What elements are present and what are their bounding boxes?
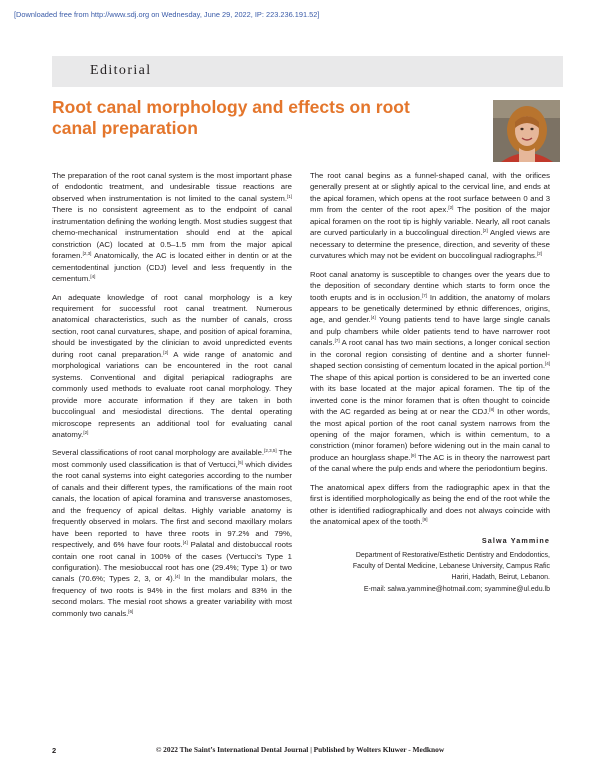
author-name: Salwa Yammine bbox=[481, 535, 550, 545]
body-paragraph: Several classifications of root canal morphology are available.[2,3,5] The most commonly used classification is that of Vertucci,[5] which divides the root canal systems into eight categories according to the number of canals and their different types, the ramifications of the main root canals, the location of apical foramina and transverse anastomoses, and the frequency of apical deltas. Highly variable anatomy is frequently observed in molars. The first and second maxillary molars have been reported to have three roots in 97.2% and 79%, respectively, and 6% have four roots.[4] Palatal and distobuccal roots contain one root canal in 100% of the cases (Vertucci’s Type 1 configuration). The mesiobuccal root has one (29.4%; Type 1) or two canals (70.6%; Types 2, 3, or 4).[4] In the mandibular molars, the frequency of two roots is 94% in the first molars and 83% in the second molars. The mesial root shows a greater variability with most commonly two canals.[6] bbox=[52, 448, 292, 618]
body-paragraph: The anatomical apex differs from the radiographic apex in that the first is identified morphologically as being the end of the root while the other is identified radiographically and does not always coincide with the anatomical apex of the tooth.[9] bbox=[310, 482, 550, 527]
author-email[interactable]: E-mail: salwa.yammine@hotmail.com; syammine@ul.edu.lb bbox=[363, 585, 550, 593]
body-paragraph: Root canal anatomy is susceptible to changes over the years due to the deposition of secondary dentine which starts to form once the tooth erupts and is in occlusion.[7] In addition, the anatomy of molars appears to be genetically determined by ethnic differences, origins, age, and gender.[4] Young patients tend to have large single canals and pulp chambers while older patients tend to have narrower root canals.[7] A root canal has two main sections, a longer conical section in the coronal region consisting of dentine and a shorter funnel-shaped section consisting of cementum located in the apical portion.[4] The shape of this apical portion is considered to be an inverted cone with its base located at the major apical foramen. The tip of the inverted cone is the minor foramen that is often thought to coincide with the AC regarded as being at or near the CDJ.[8] In other words, the most apical portion of the root canal system narrows from the opening of the major foramen, which is within cementum, to a constriction (minor foramen) before widening out in the main canal to produce an hourglass shape.[9] The AC is in theory the narrowest part of the canal where the pulp ends and where the periodontium begins. bbox=[310, 269, 550, 474]
section-label: Editorial bbox=[90, 63, 152, 78]
section-bar bbox=[52, 56, 563, 87]
author-block bbox=[310, 535, 550, 595]
author-portrait-image bbox=[493, 100, 560, 162]
author-affiliation-line: Hariri, Hadath, Beirut, Lebanon. bbox=[451, 574, 550, 582]
left-column bbox=[52, 170, 292, 626]
author-photo bbox=[493, 100, 560, 162]
body-paragraph: The root canal begins as a funnel-shaped canal, with the orifices generally present at or slightly apical to the cervical line, and ends at the apical foramen, which opens at the root surface between 0 and 3 mm from the center of the root apex.[2] The position of the major apical foramen on the root tip is highly variable. Nearly, all root canals are curved particularly in a buccolingual direction.[2] Angled views are necessary to determine the presence, direction, and severity of these curvatures which may not be evident on buccolingual radiographs.[2] bbox=[310, 171, 550, 261]
article-title: Root canal morphology and effects on root canal preparation bbox=[52, 97, 410, 138]
author-affiliation-line: Department of Restorative/Esthetic Dentistry and Endodontics, bbox=[355, 551, 550, 559]
page-number: 2 bbox=[52, 746, 57, 755]
download-banner: [Downloaded free from http://www.sdj.org on Wednesday, June 29, 2022, IP: 223.236.191.52] bbox=[14, 10, 320, 19]
body-paragraph: The preparation of the root canal system is the most important phase of endodontic treatment, and undesirable tissue reactions are observed when instrumentation is not limited to the canal system.[1] There is no consistent agreement as to the endpoint of canal instrumentation defining the working length. Most studies suggest that chemo-mechanical instrumentation should end at the apical constriction (AC) located at 0.5–1.5 mm from the major apical foramen.[2,3] Anatomically, the AC is located either in dentin or at the cementodentinal junction (CDJ) level and less frequently in the cementum.[4] bbox=[52, 171, 292, 284]
body-paragraph: An adequate knowledge of root canal morphology is a key requirement for successful root canal treatment. Numerous anatomical characteristics, such as the number of canals, cross section, root canal curvatures, shape, and position of apical foramina, should be investigated by the clinician to avoid unpredicted events during root canal preparation.[2] A wide range of anatomic and morphological variations can be encountered in the root canal systems. Conventional and digital periapical radiographs are commonly used methods to evaluate root canal morphology. They provide more accurate information if they are taken in both buccolingual and mesiodistal directions. The dental operating microscope represents an additional tool for evaluating canal anatomy.[2] bbox=[52, 292, 292, 439]
footer-copyright: © 2022 The Saint’s International Dental Journal | Published by Wolters Kluwer - Medknow bbox=[155, 745, 445, 754]
right-column bbox=[310, 170, 550, 595]
author-affiliation-line: Faculty of Dental Medicine, Lebanese University, Campus Rafic bbox=[352, 563, 550, 571]
